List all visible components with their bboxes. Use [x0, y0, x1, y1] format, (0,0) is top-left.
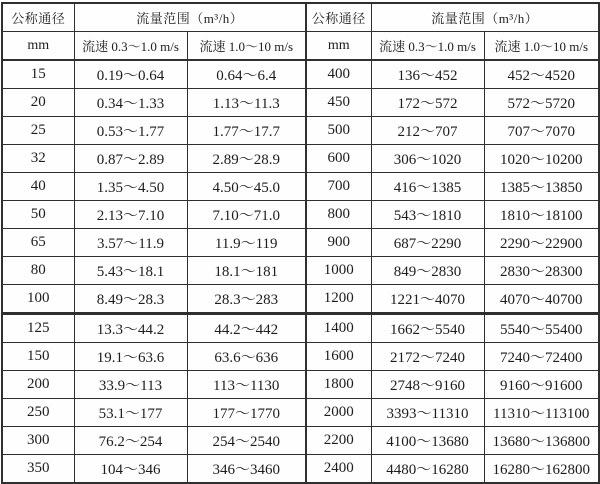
diameter-cell: 15	[2, 60, 74, 89]
diameter-cell: 700	[306, 173, 371, 201]
flow-range-cell: 4.50～45.0	[187, 173, 306, 201]
flow-range-cell: 4070～40700	[484, 285, 599, 314]
flow-range-cell: 1020～10200	[484, 145, 599, 173]
flow-range-cell: 1.13～11.3	[187, 89, 306, 117]
flow-range-cell: 172～572	[371, 89, 484, 117]
flow-range-cell: 136～452	[371, 60, 484, 89]
flow-range-cell: 2748～9160	[371, 371, 484, 399]
flow-range-cell: 849～2830	[371, 257, 484, 285]
col-header-velocity-high-right: 流速 1.0～10 m/s	[484, 32, 599, 61]
flow-range-cell: 0.64～6.4	[187, 60, 306, 89]
col-header-diameter-left: 公称通径	[2, 3, 74, 32]
col-header-unit-right: mm	[306, 32, 371, 61]
table-row	[2, 201, 599, 229]
diameter-cell: 450	[306, 89, 371, 117]
flow-range-cell: 0.19～0.64	[74, 60, 187, 89]
header-row-top	[2, 3, 599, 32]
col-header-velocity-low-right: 流速 0.3～1.0 m/s	[371, 32, 484, 61]
diameter-cell: 25	[2, 117, 74, 145]
flow-range-cell: 707～7070	[484, 117, 599, 145]
table-body	[2, 60, 599, 483]
col-header-diameter-right: 公称通径	[306, 3, 371, 32]
table-row	[2, 257, 599, 285]
diameter-cell: 600	[306, 145, 371, 173]
flow-range-cell: 9160～91600	[484, 371, 599, 399]
flow-range-cell: 0.34～1.33	[74, 89, 187, 117]
diameter-cell: 2000	[306, 399, 371, 427]
diameter-cell: 50	[2, 201, 74, 229]
flow-range-cell: 11310～113100	[484, 399, 599, 427]
diameter-cell: 1000	[306, 257, 371, 285]
flow-range-cell: 13.3～44.2	[74, 314, 187, 343]
flow-range-cell: 687～2290	[371, 229, 484, 257]
flow-range-cell: 1810～18100	[484, 201, 599, 229]
flow-range-cell: 254～2540	[187, 427, 306, 455]
diameter-cell: 250	[2, 399, 74, 427]
flow-range-cell: 63.6～636	[187, 343, 306, 371]
flow-range-cell: 13680～136800	[484, 427, 599, 455]
flow-range-cell: 18.1～181	[187, 257, 306, 285]
table-row	[2, 117, 599, 145]
flow-range-cell: 177～1770	[187, 399, 306, 427]
flow-range-cell: 212～707	[371, 117, 484, 145]
table-row	[2, 343, 599, 371]
flow-range-cell: 8.49～28.3	[74, 285, 187, 314]
flow-range-cell: 3393～11310	[371, 399, 484, 427]
flow-range-cell: 2172～7240	[371, 343, 484, 371]
table-row	[2, 314, 599, 343]
flow-range-cell: 11.9～119	[187, 229, 306, 257]
flow-range-cell: 5540～55400	[484, 314, 599, 343]
flow-range-cell: 5.43～18.1	[74, 257, 187, 285]
table-row	[2, 145, 599, 173]
flow-range-cell: 2.89～28.9	[187, 145, 306, 173]
flow-range-cell: 452～4520	[484, 60, 599, 89]
flow-range-cell: 4480～16280	[371, 455, 484, 484]
table-row	[2, 371, 599, 399]
flow-range-cell: 0.87～2.89	[74, 145, 187, 173]
flow-range-cell: 543～1810	[371, 201, 484, 229]
flow-range-cell: 1221～4070	[371, 285, 484, 314]
diameter-cell: 65	[2, 229, 74, 257]
col-header-velocity-low-left: 流速 0.3～1.0 m/s	[74, 32, 187, 61]
diameter-cell: 80	[2, 257, 74, 285]
flow-range-cell: 1385～13850	[484, 173, 599, 201]
table-row	[2, 60, 599, 89]
diameter-cell: 350	[2, 455, 74, 484]
table-row	[2, 399, 599, 427]
flow-range-cell: 44.2～442	[187, 314, 306, 343]
flow-range-cell: 572～5720	[484, 89, 599, 117]
diameter-cell: 1400	[306, 314, 371, 343]
flow-range-cell: 7240～72400	[484, 343, 599, 371]
flow-range-cell: 19.1～63.6	[74, 343, 187, 371]
flow-range-cell: 2.13～7.10	[74, 201, 187, 229]
diameter-cell: 2400	[306, 455, 371, 484]
diameter-cell: 1800	[306, 371, 371, 399]
diameter-cell: 40	[2, 173, 74, 201]
flow-range-cell: 104～346	[74, 455, 187, 484]
table-header	[2, 3, 599, 60]
flow-range-cell: 76.2～254	[74, 427, 187, 455]
flow-range-cell: 416～1385	[371, 173, 484, 201]
diameter-cell: 500	[306, 117, 371, 145]
table-row	[2, 427, 599, 455]
diameter-cell: 100	[2, 285, 74, 314]
flow-range-cell: 7.10～71.0	[187, 201, 306, 229]
flow-capacity-table	[1, 2, 600, 484]
table-row	[2, 455, 599, 484]
flow-range-cell: 1.77～17.7	[187, 117, 306, 145]
flow-range-cell: 1662～5540	[371, 314, 484, 343]
diameter-cell: 125	[2, 314, 74, 343]
diameter-cell: 32	[2, 145, 74, 173]
flow-range-cell: 2830～28300	[484, 257, 599, 285]
diameter-cell: 1200	[306, 285, 371, 314]
diameter-cell: 1600	[306, 343, 371, 371]
flow-range-cell: 33.9～113	[74, 371, 187, 399]
flow-range-cell: 4100～13680	[371, 427, 484, 455]
diameter-cell: 200	[2, 371, 74, 399]
flow-range-cell: 53.1～177	[74, 399, 187, 427]
flow-range-cell: 28.3～283	[187, 285, 306, 314]
diameter-cell: 20	[2, 89, 74, 117]
diameter-cell: 900	[306, 229, 371, 257]
diameter-cell: 800	[306, 201, 371, 229]
flow-range-cell: 16280～162800	[484, 455, 599, 484]
flow-range-cell: 0.53～1.77	[74, 117, 187, 145]
table-row	[2, 229, 599, 257]
table-row	[2, 173, 599, 201]
diameter-cell: 400	[306, 60, 371, 89]
flow-range-cell: 3.57～11.9	[74, 229, 187, 257]
table-row	[2, 285, 599, 314]
diameter-cell: 150	[2, 343, 74, 371]
table-row	[2, 89, 599, 117]
col-header-velocity-high-left: 流速 1.0～10 m/s	[187, 32, 306, 61]
flow-range-cell: 306～1020	[371, 145, 484, 173]
diameter-cell: 300	[2, 427, 74, 455]
diameter-cell: 2200	[306, 427, 371, 455]
header-row-sub	[2, 32, 599, 61]
flow-range-cell: 113～1130	[187, 371, 306, 399]
col-header-unit-left: mm	[2, 32, 74, 61]
flow-range-cell: 346～3460	[187, 455, 306, 484]
flow-range-cell: 2290～22900	[484, 229, 599, 257]
col-header-flow-range-left: 流量范围（m³/h）	[74, 3, 306, 32]
flow-range-cell: 1.35～4.50	[74, 173, 187, 201]
col-header-flow-range-right: 流量范围（m³/h）	[371, 3, 599, 32]
